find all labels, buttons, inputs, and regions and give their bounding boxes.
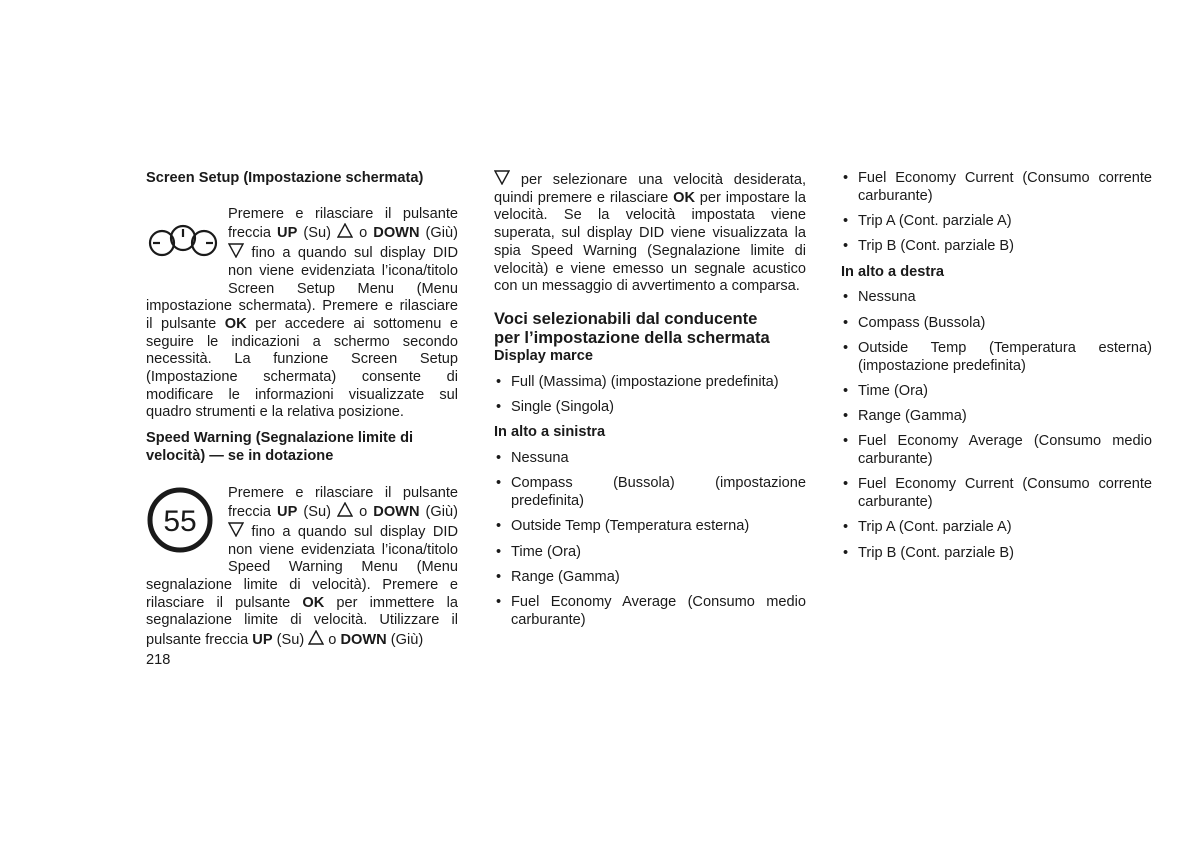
column-3 — [841, 170, 1152, 570]
list-item: • Fuel Economy Average (Consumo medio carburante) — [841, 433, 1152, 468]
speed-warning-paragraph — [146, 485, 458, 650]
ok-label: OK — [302, 594, 325, 611]
text-span: Premere e rilasciare il pulsante freccia — [228, 205, 458, 242]
list-item: • Full (Massima) (impostazione predefinita) — [494, 374, 806, 392]
alto-sinistra-heading: In alto a sinistra — [494, 424, 606, 441]
text-span: per accedere ai sottomenu e seguire le indicazioni a schermo secondo necessità. La funzione Screen Setup (Impostazione schermata) consente di modificare le informazioni visualizzate sul quadro strumenti e la relativa posizione. — [146, 315, 458, 421]
list-item: • Time (Ora) — [494, 544, 806, 562]
up-arrow-icon — [337, 502, 353, 517]
list-item: • Outside Temp (Temperatura esterna) (impostazione predefinita) — [841, 340, 1152, 375]
list-item: • Outside Temp (Temperatura esterna) — [494, 518, 806, 536]
alto-destra-list — [841, 289, 1152, 562]
text-span: (Giù) — [386, 632, 424, 649]
down-label: DOWN — [340, 632, 387, 649]
list-item: • Trip A (Cont. parziale A) — [841, 519, 1152, 537]
list-item: • Compass (Bussola) — [841, 315, 1152, 333]
down-arrow-icon — [494, 170, 510, 185]
list-item: • Fuel Economy Current (Consumo corrente carburante) — [841, 170, 1152, 205]
alto-destra-heading: In alto a destra — [841, 263, 944, 280]
text-span: (Giù) — [419, 225, 458, 242]
list-item: • Time (Ora) — [841, 383, 1152, 401]
list-item: • Trip B (Cont. parziale B) — [841, 238, 1152, 256]
list-item: • Range (Gamma) — [494, 569, 806, 587]
list-item: • Compass (Bussola) (impostazione predefinita) — [494, 475, 806, 510]
column-2 — [494, 170, 806, 637]
screen-setup-heading: Screen Setup (Impostazione schermata) — [146, 170, 424, 186]
section-title-line-2: per l’impostazione della schermata — [494, 328, 770, 348]
text-span: (Giù) — [419, 504, 458, 521]
text-span: (Su) — [297, 225, 338, 242]
list-item: • Trip B (Cont. parziale B) — [841, 545, 1152, 563]
list-item: • Nessuna — [494, 450, 806, 468]
section-title-line-1: Voci selezionabili dal conducente — [494, 308, 758, 328]
down-label: DOWN — [373, 504, 420, 521]
text-span: per immettere la segnalazione limite di velocità. Utilizzare il pulsante freccia — [146, 594, 458, 649]
speed-limit-value: 55 — [163, 504, 197, 538]
list-item: • Single (Singola) — [494, 399, 806, 417]
text-span: fino a quando sul display DID non viene evidenziata l’icona/titolo Screen Setup Menu (Menu impostazione schermata). Premere e rilasciare il pulsante — [146, 245, 458, 332]
text-span: fino a quando sul display DID non viene evidenziata l’icona/titolo Speed Warning Menu (Menu segnalazione limite di velocità). Premere e rilasciare il pulsante — [146, 523, 458, 611]
up-label: UP — [252, 632, 273, 649]
list-item: • Fuel Economy Current (Consumo corrente carburante) — [841, 476, 1152, 511]
text-span: o — [353, 225, 374, 242]
ok-label: OK — [673, 189, 695, 206]
speed-warning-continued — [494, 170, 806, 296]
down-arrow-icon — [228, 243, 244, 258]
down-label: DOWN — [373, 225, 420, 242]
list-item: • Range (Gamma) — [841, 408, 1152, 426]
display-marce-heading: Display marce — [494, 347, 593, 364]
up-label: UP — [277, 504, 298, 521]
continued-list — [841, 170, 1152, 256]
display-marce-list — [494, 374, 806, 417]
column-1 — [146, 170, 458, 650]
text-span: (Su) — [272, 632, 309, 649]
down-arrow-icon — [228, 522, 244, 537]
up-arrow-icon — [337, 223, 353, 238]
up-label: UP — [277, 225, 298, 242]
list-item: • Fuel Economy Average (Consumo medio carburante) — [494, 594, 806, 629]
text-span: o — [353, 504, 374, 521]
page-number: 218 — [146, 652, 171, 668]
section-title — [494, 309, 806, 348]
up-arrow-icon — [308, 630, 324, 645]
alto-sinistra-list — [494, 450, 806, 630]
speed-warning-heading: Speed Warning (Segnalazione limite di velocità) — se in dotazione — [146, 430, 414, 464]
gauges-icon — [146, 224, 228, 286]
list-item: • Nessuna — [841, 289, 1152, 307]
text-span: Premere e rilasciare il pulsante freccia — [228, 484, 458, 521]
ok-label: OK — [224, 315, 247, 332]
text-span: (Su) — [297, 504, 338, 521]
text-span: per impostare la velocità. Se la velocità impostata viene superata, sul display DID viene visualizzata la spia Speed Warning (Segnalazione limite di velocità) e viene emesso un segnale acustico con un messaggio di avvertimento a comparsa. — [494, 189, 806, 295]
list-item: • Trip A (Cont. parziale A) — [841, 213, 1152, 231]
screen-setup-paragraph — [146, 206, 458, 422]
speed-limit-icon — [146, 485, 228, 573]
text-span: per selezionare una velocità desiderata, quindi premere e rilasciare — [494, 172, 806, 206]
text-span: o — [324, 632, 341, 649]
